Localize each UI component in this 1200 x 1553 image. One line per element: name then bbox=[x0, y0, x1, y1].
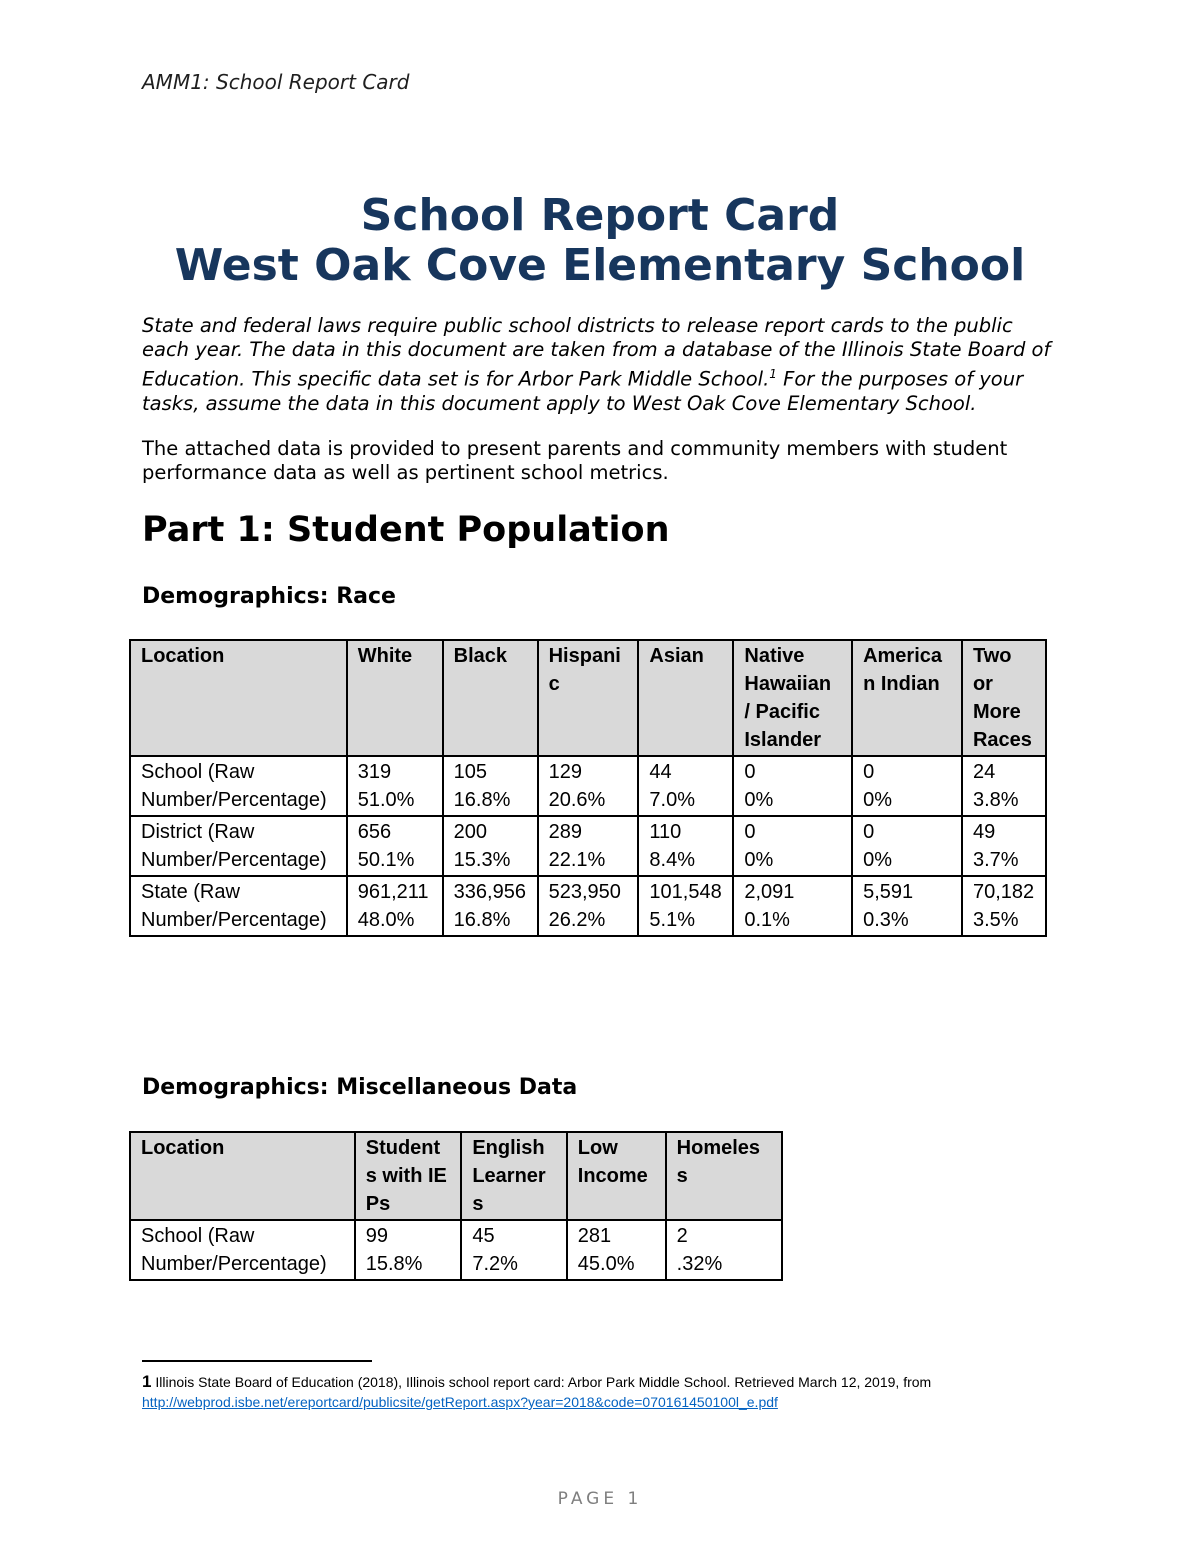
hispanic-cell: 523,950 26.2% bbox=[538, 876, 639, 936]
hawaiian-cell: 0 0% bbox=[733, 816, 852, 876]
header-location: Location bbox=[130, 1132, 355, 1220]
header-ieps: Students with IEPs bbox=[355, 1132, 462, 1220]
intro-paragraph: The attached data is provided to present parents and community members with student performance data as well as pertinent school metrics. bbox=[142, 437, 1008, 484]
asian-cell: 101,548 5.1% bbox=[638, 876, 733, 936]
asian-cell: 110 8.4% bbox=[638, 816, 733, 876]
header-low-income: Low Income bbox=[567, 1132, 666, 1220]
intro-paragraph-italic bbox=[142, 314, 1062, 416]
header-two-or-more: Two or More Races bbox=[962, 640, 1046, 756]
white-cell: 656 50.1% bbox=[347, 816, 443, 876]
header-english-learners: English Learners bbox=[461, 1132, 566, 1220]
low-income-cell: 281 45.0% bbox=[567, 1220, 666, 1280]
header-location: Location bbox=[130, 640, 347, 756]
black-cell: 105 16.8% bbox=[443, 756, 538, 816]
race-table bbox=[129, 639, 1047, 937]
misc-heading: Demographics: Miscellaneous Data bbox=[142, 1075, 578, 1100]
header-white: White bbox=[347, 640, 443, 756]
white-cell: 319 51.0% bbox=[347, 756, 443, 816]
black-cell: 200 15.3% bbox=[443, 816, 538, 876]
intro-text-a: State and federal laws require public school districts to release report cards to the public each year. The data in this document are taken from a database of the Illinois State Board of Education. This specific data set is for Arbor Park Middle School. bbox=[142, 314, 1051, 391]
location-cell: School (Raw Number/Percentage) bbox=[130, 756, 347, 816]
white-cell: 961,211 48.0% bbox=[347, 876, 443, 936]
table-row bbox=[130, 876, 1046, 936]
hispanic-cell: 289 22.1% bbox=[538, 816, 639, 876]
page-number: PAGE 1 bbox=[557, 1489, 643, 1509]
header-hispanic: Hispanic bbox=[538, 640, 639, 756]
table-row bbox=[130, 756, 1046, 816]
location-cell: State (Raw Number/Percentage) bbox=[130, 876, 347, 936]
hawaiian-cell: 2,091 0.1% bbox=[733, 876, 852, 936]
ieps-cell: 99 15.8% bbox=[355, 1220, 462, 1280]
misc-table bbox=[129, 1131, 783, 1281]
english-learners-cell: 45 7.2% bbox=[461, 1220, 566, 1280]
footnote-reference[interactable]: 1 bbox=[769, 367, 777, 381]
header-black: Black bbox=[443, 640, 538, 756]
table-row bbox=[130, 1220, 782, 1280]
footnote-number: 1 bbox=[142, 1372, 152, 1391]
header-hawaiian: Native Hawaiian / Pacific Islander bbox=[733, 640, 852, 756]
footnote bbox=[142, 1372, 1042, 1412]
part1-heading: Part 1: Student Population bbox=[142, 510, 670, 550]
two-or-more-cell: 70,182 3.5% bbox=[962, 876, 1046, 936]
intro-text-b: For the purposes of your tasks, assume the data in this document apply to West Oak Cove Elementary School. bbox=[142, 367, 1024, 415]
race-heading: Demographics: Race bbox=[142, 584, 396, 609]
hispanic-cell: 129 20.6% bbox=[538, 756, 639, 816]
hawaiian-cell: 0 0% bbox=[733, 756, 852, 816]
header-homeless: Homeless bbox=[666, 1132, 782, 1220]
misc-header-row bbox=[130, 1132, 782, 1220]
table-row bbox=[130, 816, 1046, 876]
american-indian-cell: 5,591 0.3% bbox=[852, 876, 962, 936]
header-asian: Asian bbox=[638, 640, 733, 756]
homeless-cell: 2 .32% bbox=[666, 1220, 782, 1280]
location-cell: School (Raw Number/Percentage) bbox=[130, 1220, 355, 1280]
black-cell: 336,956 16.8% bbox=[443, 876, 538, 936]
american-indian-cell: 0 0% bbox=[852, 816, 962, 876]
school-name-title: West Oak Cove Elementary School bbox=[174, 240, 1026, 291]
footnote-text: Illinois State Board of Education (2018), Illinois school report card: Arbor Park Middle School. Retrieved March 12, 2019, from bbox=[151, 1374, 932, 1390]
two-or-more-cell: 49 3.7% bbox=[962, 816, 1046, 876]
footnote-link[interactable]: http://webprod.isbe.net/ereportcard/publicsite/getReport.aspx?year=2018&code=070161450100l_e.pdf bbox=[142, 1394, 778, 1410]
american-indian-cell: 0 0% bbox=[852, 756, 962, 816]
two-or-more-cell: 24 3.8% bbox=[962, 756, 1046, 816]
header-american-indian: American Indian bbox=[852, 640, 962, 756]
document-title: School Report Card bbox=[360, 190, 840, 241]
race-header-row bbox=[130, 640, 1046, 756]
running-header: AMM1: School Report Card bbox=[142, 70, 410, 94]
location-cell: District (Raw Number/Percentage) bbox=[130, 816, 347, 876]
asian-cell: 44 7.0% bbox=[638, 756, 733, 816]
footnote-divider bbox=[142, 1360, 372, 1362]
